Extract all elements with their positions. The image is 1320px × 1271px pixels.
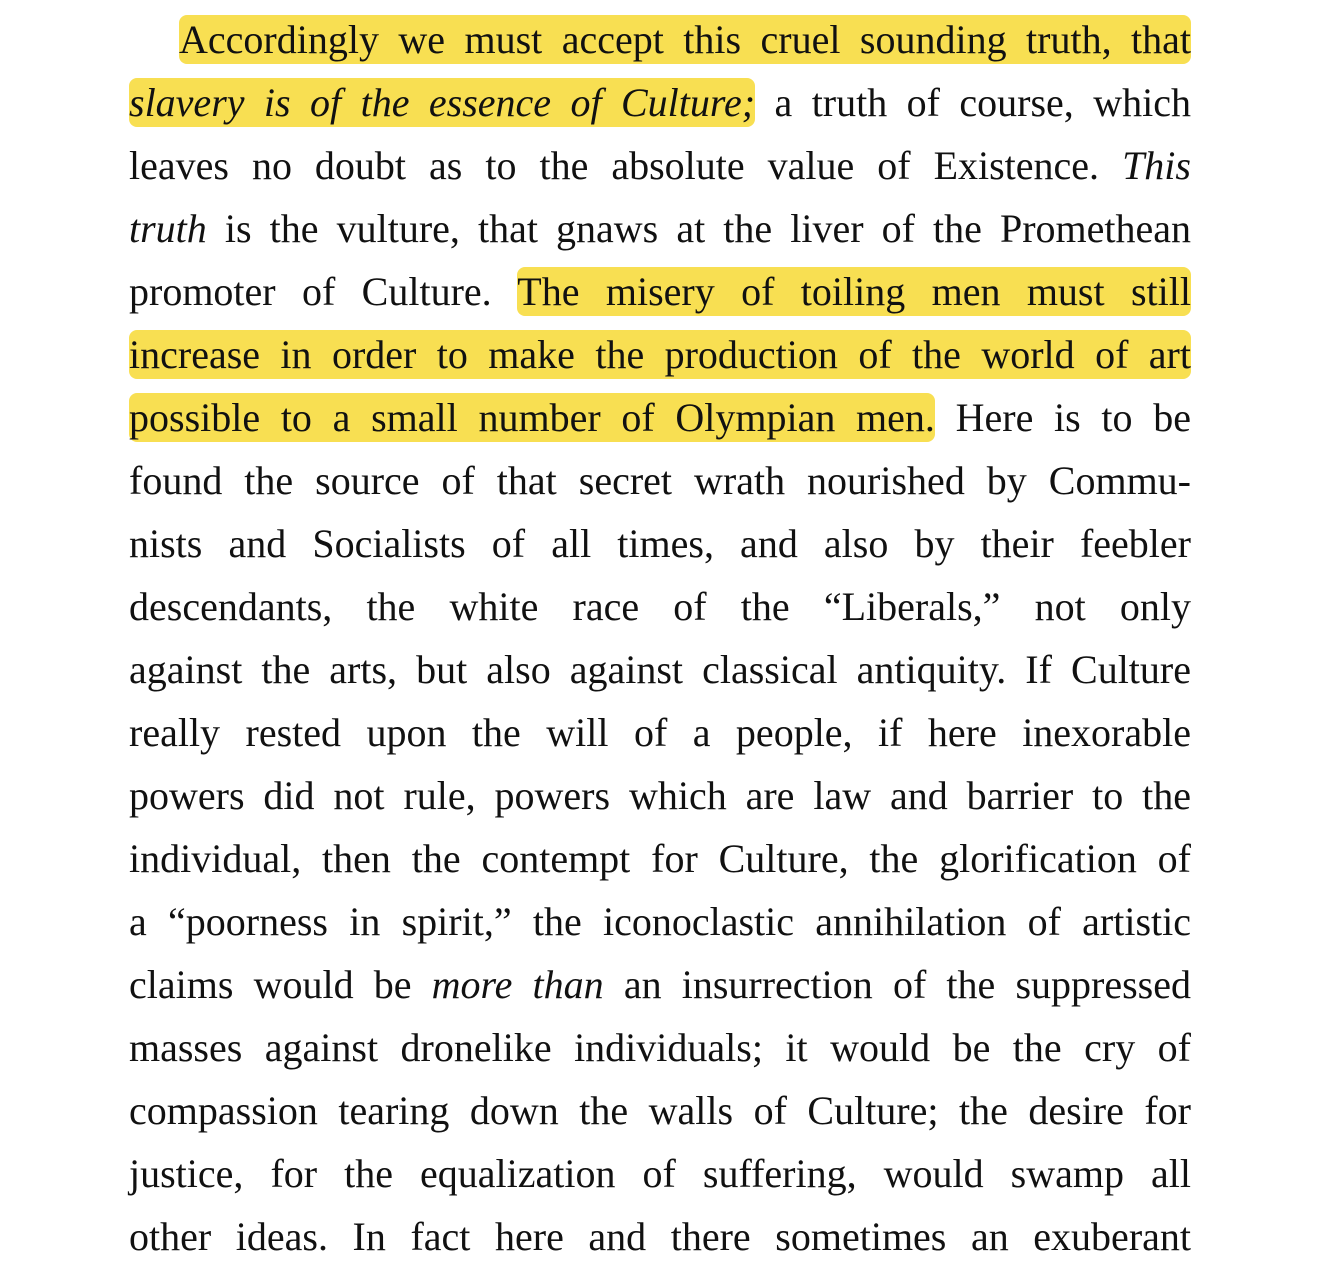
highlighted-text: slavery is of the essence of Culture;: [129, 80, 756, 125]
highlighted-text: increase in order to make the production of the world of art: [129, 332, 1191, 377]
text-line: [129, 323, 1191, 386]
text-line: [129, 512, 1191, 575]
text-line: [129, 197, 1191, 260]
text-segment: promoter of Culture.: [129, 269, 518, 314]
text-line: [129, 71, 1191, 134]
highlighted-text: possible to a small number of Olympian men.: [129, 395, 935, 440]
text-line: [129, 1142, 1191, 1205]
text-line: [129, 134, 1191, 197]
text-segment: justice, for the equalization of suffering, would swamp all: [129, 1151, 1191, 1196]
text-line: [129, 764, 1191, 827]
text-line: [129, 575, 1191, 638]
text-segment: Here is to be: [934, 395, 1191, 440]
text-line: [129, 701, 1191, 764]
text-segment: leaves no doubt as to the absolute value of Existence.: [129, 143, 1123, 188]
text-line: [129, 1205, 1191, 1268]
text-segment: nists and Socialists of all times, and also by their feebler: [129, 521, 1191, 566]
text-line: [129, 953, 1191, 1016]
text-segment: is the vulture, that gnaws at the liver of the Promethean: [206, 206, 1191, 251]
text-line: [129, 827, 1191, 890]
highlighted-text: Accordingly we must accept this cruel sounding truth, that: [179, 17, 1191, 62]
text-segment: a “poorness in spirit,” the iconoclastic annihilation of artistic: [129, 899, 1191, 944]
text-segment: descendants, the white race of the “Liberals,” not only: [129, 584, 1191, 629]
text-segment: found the source of that secret wrath nourished by Commu-: [129, 458, 1191, 503]
book-page: [129, 8, 1191, 1268]
text-segment: more than: [431, 962, 604, 1007]
text-line: [129, 260, 1191, 323]
text-line: [129, 449, 1191, 512]
text-segment: masses against dronelike individuals; it would be the cry of: [129, 1025, 1191, 1070]
text-segment: claims would be: [129, 962, 432, 1007]
text-line: [129, 1016, 1191, 1079]
text-segment: against the arts, but also against classical antiquity. If Culture: [129, 647, 1191, 692]
text-segment: other ideas. In fact here and there sometimes an exuberant: [129, 1214, 1191, 1259]
text-segment: a truth of course, which: [755, 80, 1191, 125]
text-segment: truth: [129, 206, 207, 251]
text-line: [129, 638, 1191, 701]
text-line: [129, 1079, 1191, 1142]
text-segment: individual, then the contempt for Culture, the glorification of: [129, 836, 1191, 881]
text-segment: an insurrection of the suppressed: [603, 962, 1191, 1007]
text-line: [129, 890, 1191, 953]
text-segment: powers did not rule, powers which are law and barrier to the: [129, 773, 1191, 818]
text-segment: This: [1122, 143, 1191, 188]
text-line: [129, 386, 1191, 449]
highlighted-text: The misery of toiling men must still: [517, 269, 1191, 314]
text-line: [129, 8, 1191, 71]
text-segment: really rested upon the will of a people, if here inexorable: [129, 710, 1191, 755]
text-segment: compassion tearing down the walls of Culture; the desire for: [129, 1088, 1191, 1133]
